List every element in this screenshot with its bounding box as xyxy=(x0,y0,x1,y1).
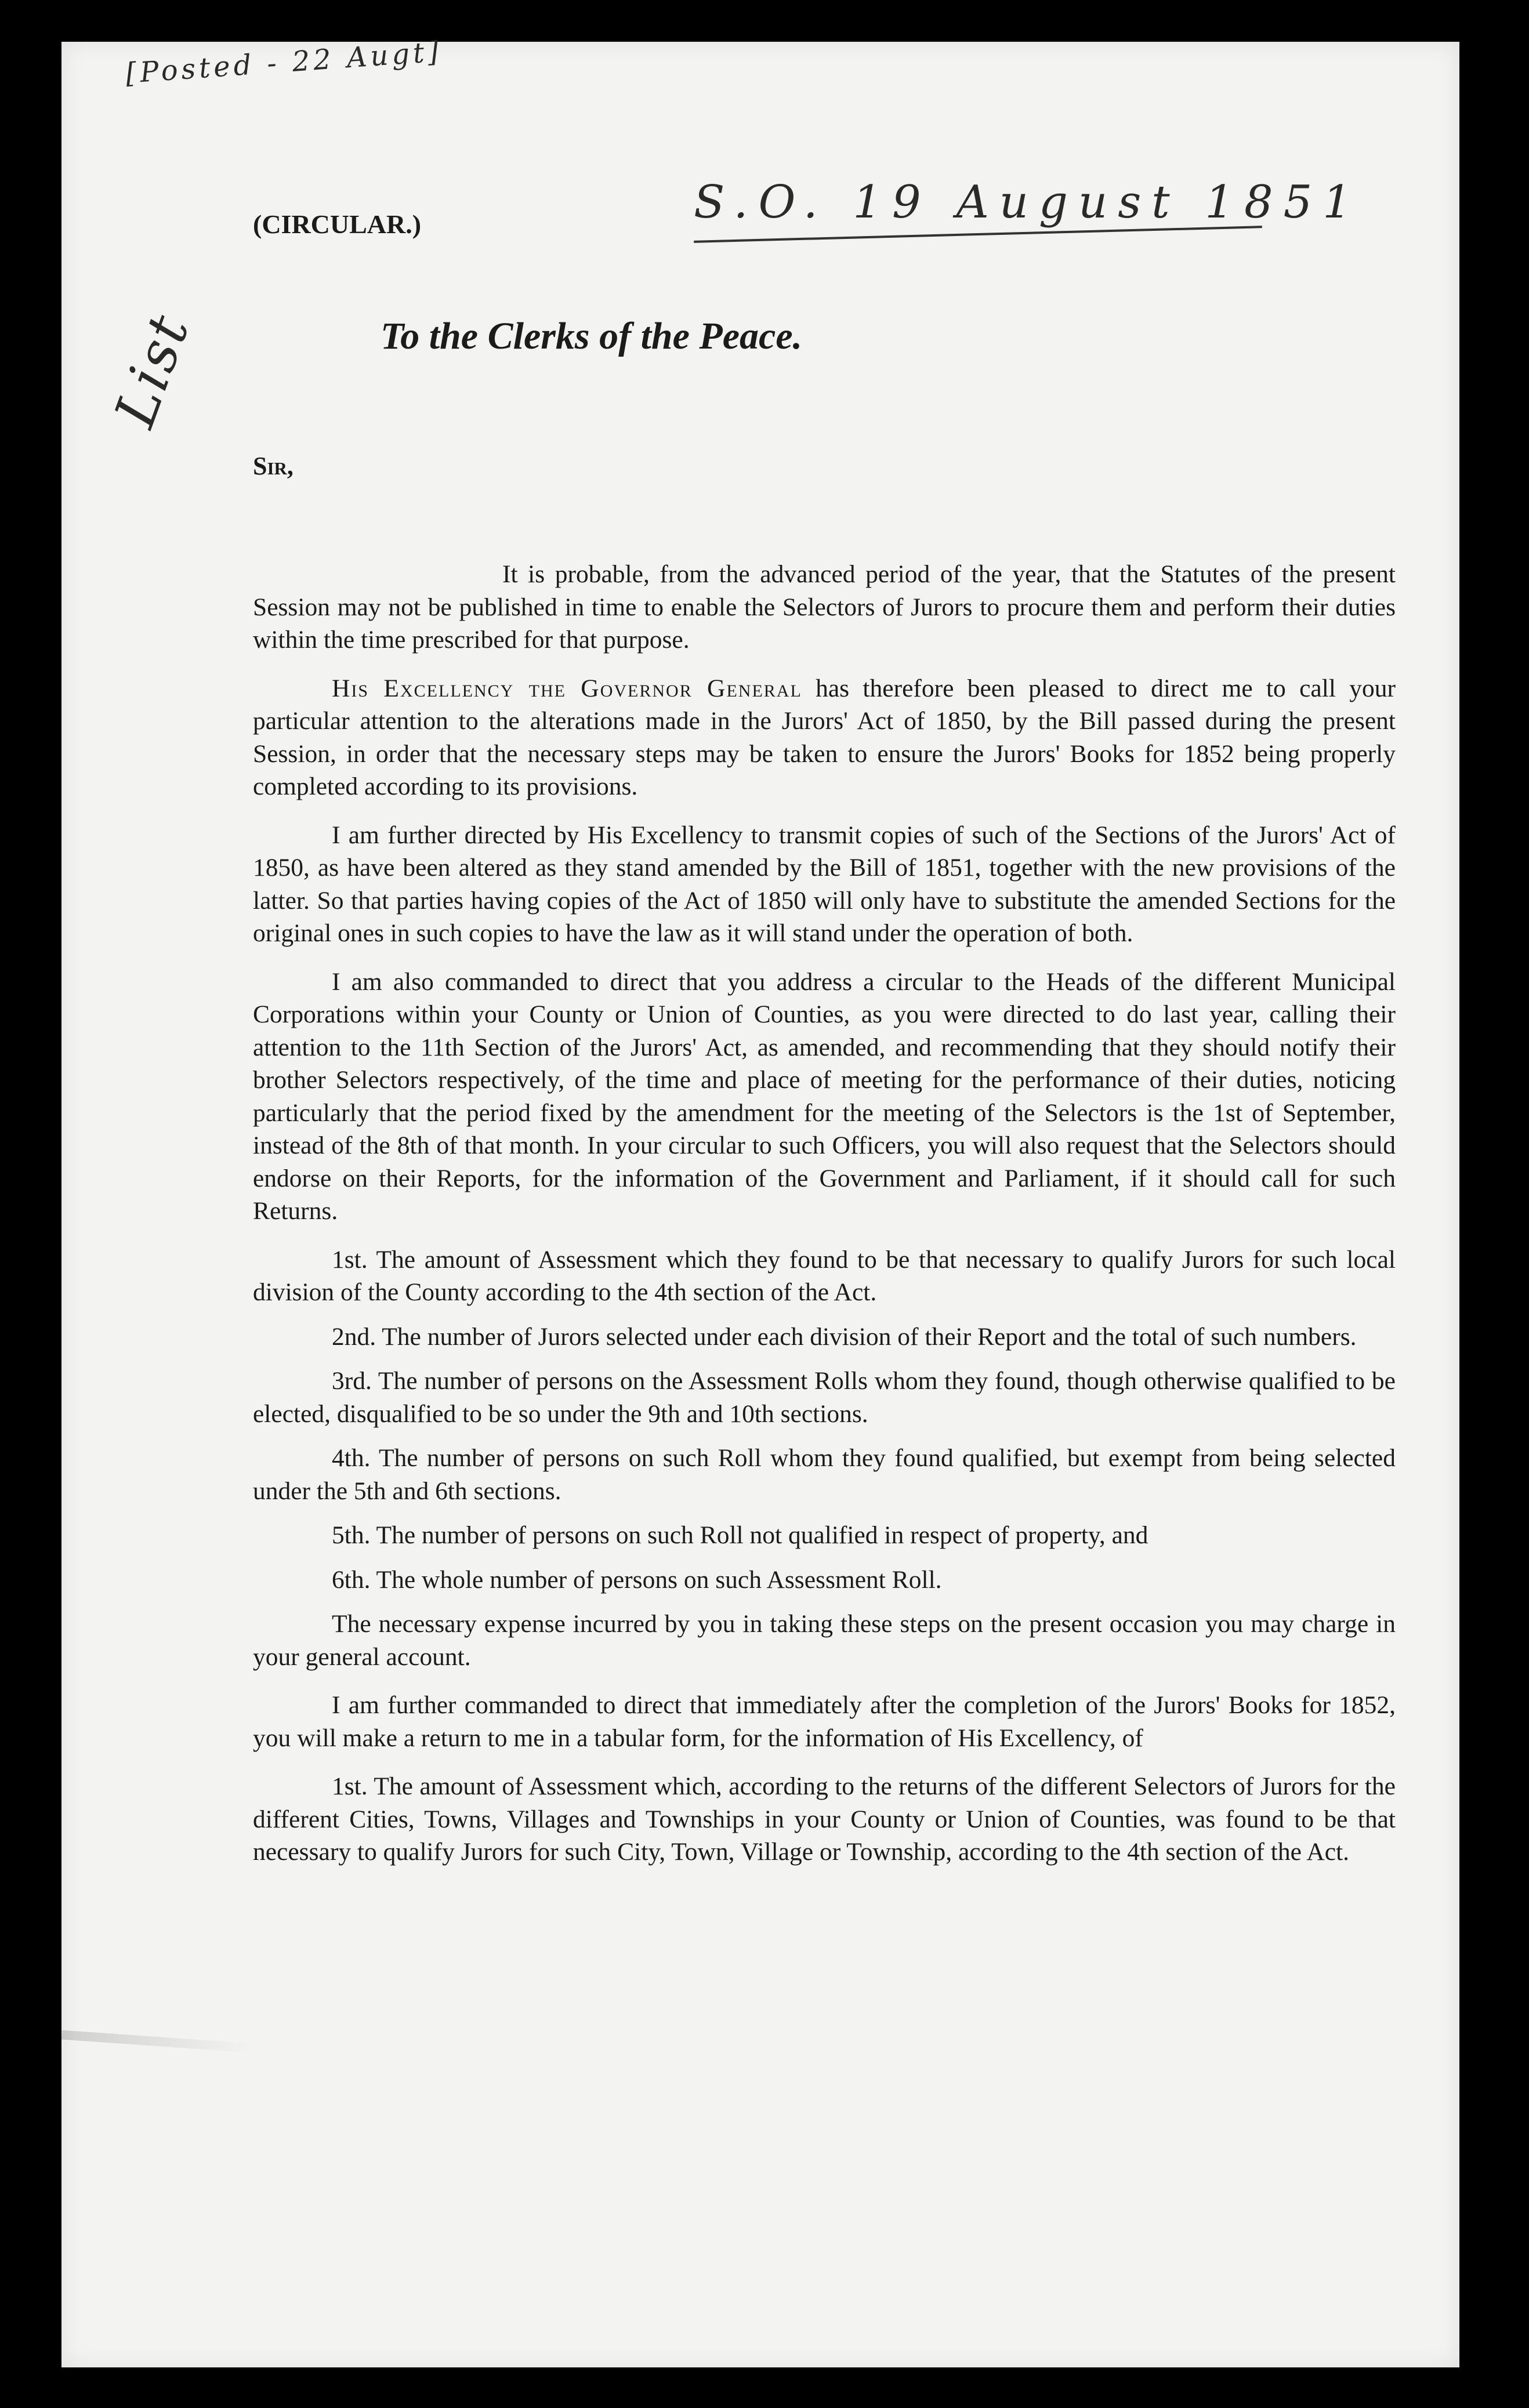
addressee-heading: To the Clerks of the Peace. xyxy=(381,315,803,357)
paragraph-2-text: has therefore been pleased to direct me to call your particular attention to the alterations made in the Jurors' Act of 1850, by the Bill passed during the present Session, in order that the necessary steps may be taken to ensure the Jurors' Books for 1852 being properly completed according to its provisions. xyxy=(253,674,1396,800)
paragraph-6: I am further commanded to direct that immediately after the completion of the Jurors' Books for 1852, you will make a return to me in a tabular form, for the information of His Excellency, of xyxy=(253,1691,1396,1752)
list-item-3: 3rd. The number of persons on the Assessment Rolls whom they found, though otherwise qualified to be elected, disqualified to be so under the 9th and 10th sections. xyxy=(253,1367,1396,1428)
handwritten-margin-note: List xyxy=(102,304,203,436)
margin-smudge xyxy=(61,2030,253,2053)
paragraph-2 xyxy=(253,672,1396,803)
list-item-2: 2nd. The number of Jurors selected under each division of their Report and the total of such numbers. xyxy=(332,1322,1357,1351)
list-item-5: 5th. The number of persons on such Roll not qualified in respect of property, and xyxy=(332,1521,1148,1549)
list-item-6: 6th. The whole number of persons on such Assessment Roll. xyxy=(332,1565,942,1594)
circular-label: (CIRCULAR.) xyxy=(253,209,422,239)
paragraph-7: 1st. The amount of Assessment which, according to the returns of the different Selectors of Jurors for the different Cities, Towns, Villages and Townships in your County or Union of Counties, was found to be that necessary to qualify Jurors for such City, Town, Village or Township, according to the 4th section of the Act. xyxy=(253,1772,1396,1866)
list-item-4: 4th. The number of persons on such Roll whom they found qualified, but exempt from being selected under the 5th and 6th sections. xyxy=(253,1444,1396,1505)
paragraph-5: The necessary expense incurred by you in taking these steps on the present occasion you may charge in your general account. xyxy=(253,1610,1396,1671)
handwritten-date: S.O. 19 August 1851 xyxy=(694,176,1362,229)
list-item-1: 1st. The amount of Assessment which they found to be that necessary to qualify Jurors for such local division of the County according to the 4th section of the Act. xyxy=(253,1245,1396,1306)
paragraph-3: I am further directed by His Excellency to transmit copies of such of the Sections of the Jurors' Act of 1850, as have been altered as they stand amended by the Bill of 1851, together with the new provisions of the latter. So that parties having copies of the Act of 1850 will only have to substitute the amended Sections for the original ones in such copies to have the law as it will stand under the operation of both. xyxy=(253,821,1396,947)
handwritten-posted-note: [Posted - 22 Augt] xyxy=(124,35,443,90)
salutation: Sir, xyxy=(253,452,294,480)
paragraph-4: I am also commanded to direct that you address a circular to the Heads of the different Municipal Corporations within your County or Union of Counties, as you were directed to do last year, calling their attention to the 11th Section of the Jurors' Act, as amended, and recommending that they should notify their brother Selectors respectively, of the time and place of meeting for the performance of their duties, noticing particularly that the period fixed by the amendment for the meeting of the Selectors is the 1st of September, instead of the 8th of that month. In your circular to such Officers, you will also request that the Selectors should endorse on their Reports, for the information of the Government and Parliament, if it should call for such Returns. xyxy=(253,967,1396,1225)
paragraph-1: It is probable, from the advanced period of the year, that the Statutes of the present Session may not be published in time to enable the Selectors of Jurors to procure them and perform their duties within the time prescribed for that purpose. xyxy=(253,560,1396,654)
governor-general-title: His Excellency the Governor General xyxy=(332,674,802,702)
letter-body xyxy=(253,558,1396,1884)
document-page xyxy=(61,35,1459,2367)
